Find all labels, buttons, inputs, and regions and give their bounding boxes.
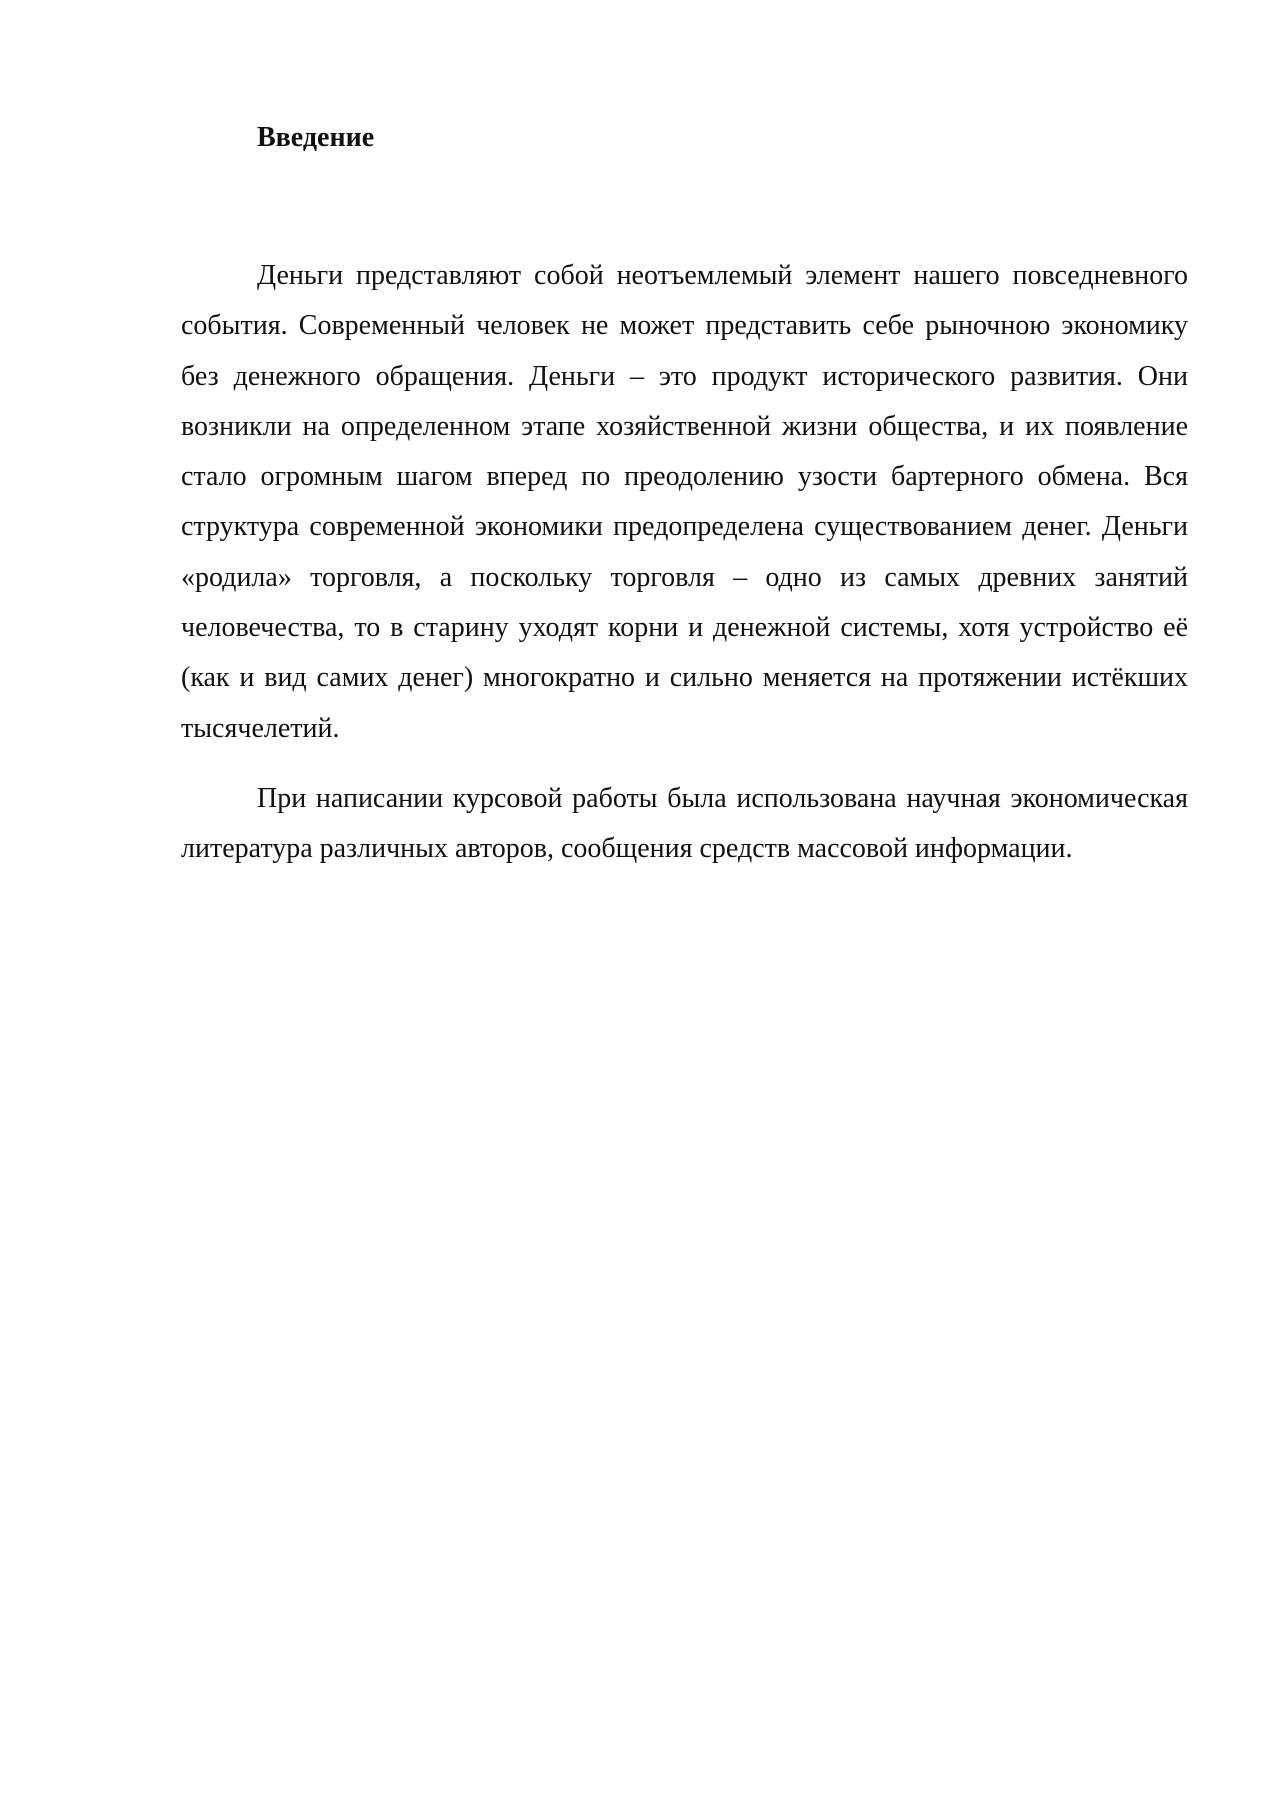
body-paragraph: При написании курсовой работы была использована научная экономическая литература различных авторов, сообщения средств массовой информации. [181,782,1188,865]
page-content [181,118,1188,875]
body-paragraph: Деньги представляют собой неотъемлемый элемент нашего повседневного события. Современный человек не может представить себе рыночною экономику без денежного обращения. Деньги – это продукт исторического развития. Они возникли на определенном этапе хозяйственной жизни общества, и их появление стало огромным шагом вперед по преодолению узости бартерного обмена. Вся структура современной экономики предопределена существованием денег. Деньги «родила» торговля, а поскольку торговля – одно из самых древних занятий человечества, то в старину уходят корни и денежной системы, хотя устройство её (как и вид самих денег) многократно и сильно меняется на протяжении истёкших тысячелетий. [181,260,1188,744]
section-heading: Введение [257,122,375,153]
